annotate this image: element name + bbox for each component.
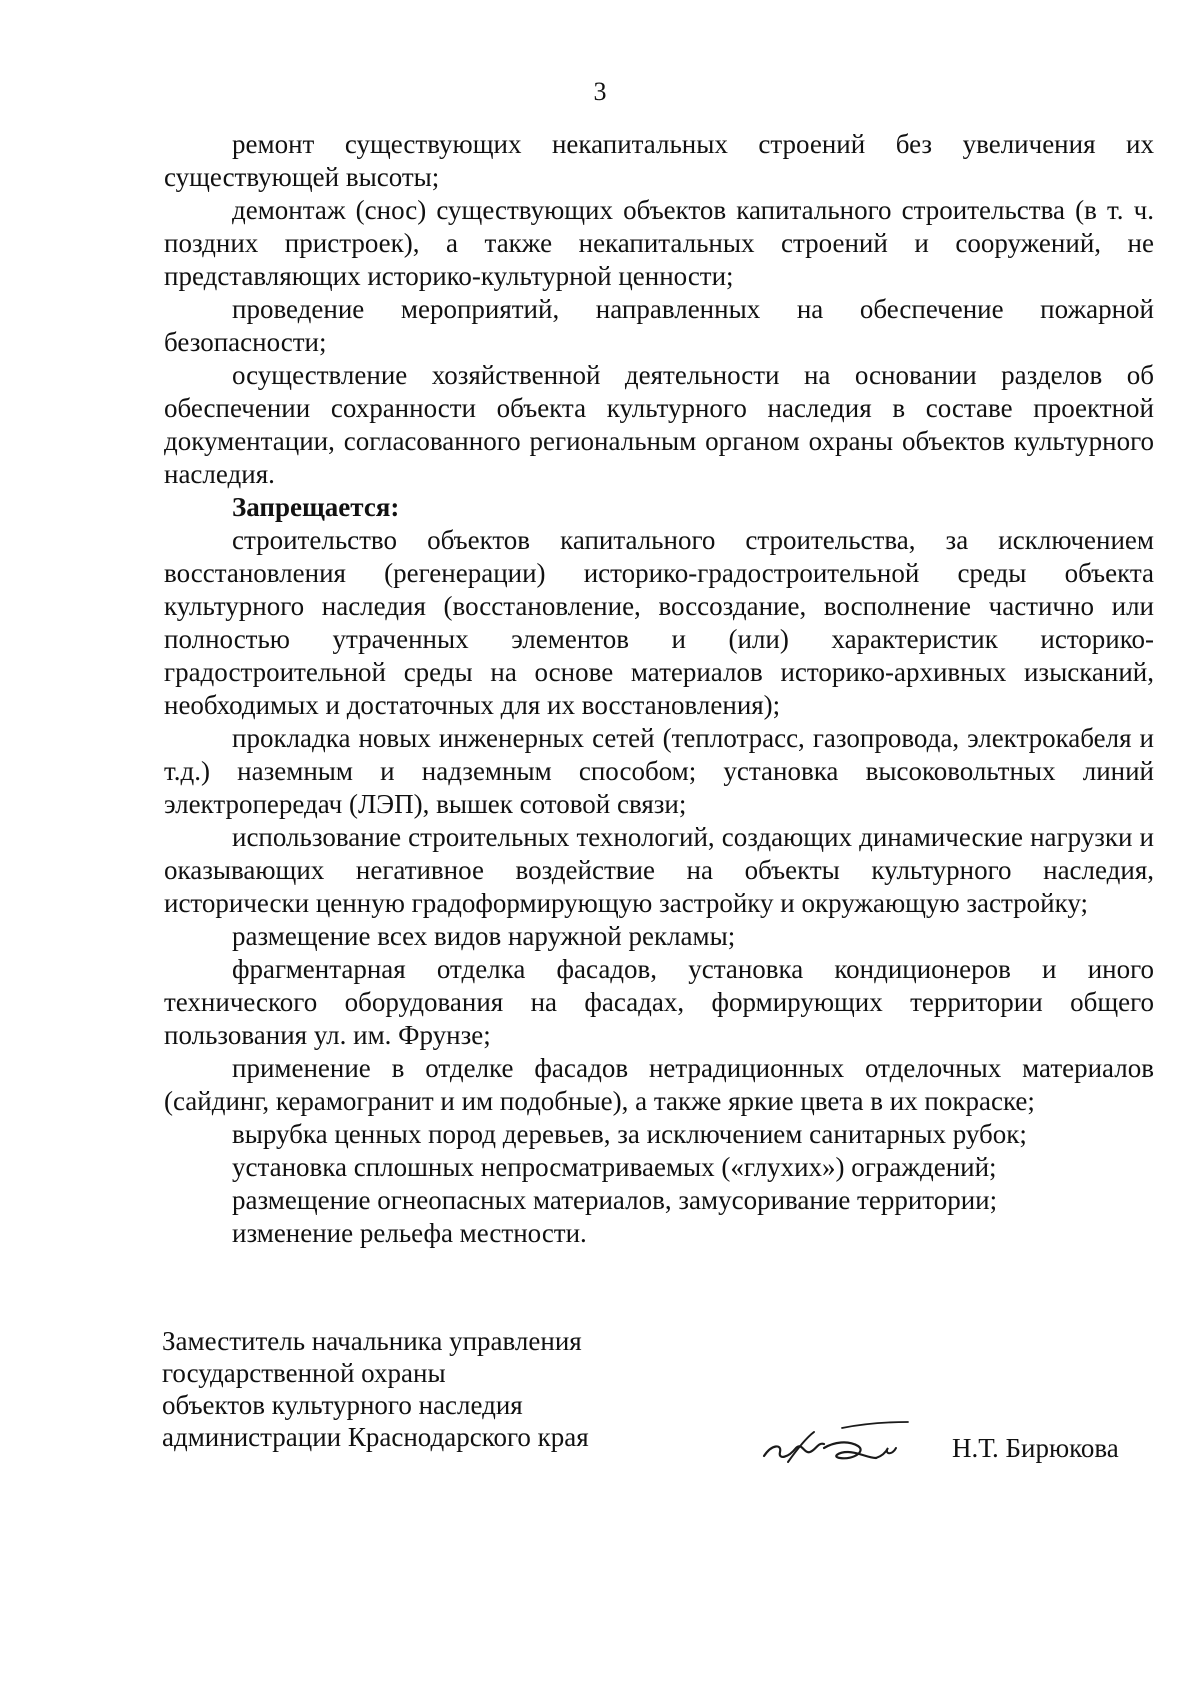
prohibited-item: вырубка ценных пород деревьев, за исключением санитарных рубок; bbox=[232, 1119, 1027, 1149]
prohibited-item: размещение огнеопасных материалов, замусоривание территории; bbox=[232, 1185, 998, 1215]
permitted-item: демонтаж (снос) существующих объектов капитального строительства (в т. ч. поздних пристроек), а также некапитальных строений и сооружений, не представляющих историко-культурной ценности; bbox=[164, 195, 1154, 291]
prohibited-item: прокладка новых инженерных сетей (теплотрасс, газопровода, электрокабеля и т.д.) наземным и надземным способом; установка высоковольтных линий электропередач (ЛЭП), вышек сотовой связи; bbox=[164, 723, 1154, 819]
prohibited-heading: Запрещается: bbox=[232, 492, 400, 522]
prohibited-item: применение в отделке фасадов нетрадиционных отделочных материалов (сайдинг, керамогранит и им подобные), а также яркие цвета в их покраске; bbox=[164, 1053, 1154, 1116]
page-number: 3 bbox=[593, 77, 607, 106]
prohibited-item: изменение рельефа местности. bbox=[232, 1218, 587, 1248]
permitted-item: проведение мероприятий, направленных на обеспечение пожарной безопасности; bbox=[164, 294, 1154, 357]
handwritten-signature bbox=[758, 1418, 918, 1473]
prohibited-item: фрагментарная отделка фасадов, установка кондиционеров и иного технического оборудования на фасадах, формирующих территории общего пользования ул. им. Фрунзе; bbox=[164, 954, 1154, 1050]
prohibited-item: размещение всех видов наружной рекламы; bbox=[232, 921, 736, 951]
signatory-position-line: объектов культурного наследия bbox=[162, 1390, 523, 1420]
prohibited-item: строительство объектов капитального строительства, за исключением восстановления (регенерации) историко-градостроительной среды объекта культурного наследия (восстановление, воссоздание, восполнение частично или полностью утраченных элементов и (или) характеристик историко-градостроительной среды на основе материалов историко-архивных изысканий, необходимых и достаточных для их восстановления); bbox=[164, 525, 1154, 720]
signatory-position bbox=[162, 1325, 589, 1453]
permitted-item: ремонт существующих некапитальных строений без увеличения их существующей высоты; bbox=[164, 129, 1154, 192]
prohibited-item: использование строительных технологий, создающих динамические нагрузки и оказывающих негативное воздействие на объекты культурного наследия, исторически ценную градоформирующую застройку и окружающую застройку; bbox=[164, 822, 1154, 918]
signatory-position-line: администрации Краснодарского края bbox=[162, 1422, 589, 1452]
signatory-position-line: Заместитель начальника управления bbox=[162, 1326, 582, 1356]
document-body bbox=[164, 128, 1154, 1250]
signatory-position-line: государственной охраны bbox=[162, 1358, 446, 1388]
permitted-item: осуществление хозяйственной деятельности на основании разделов об обеспечении сохранности объекта культурного наследия в составе проектной документации, согласованного региональным органом охраны объектов культурного наследия. bbox=[164, 360, 1154, 489]
prohibited-item: установка сплошных непросматриваемых («глухих») ограждений; bbox=[232, 1152, 997, 1182]
signatory-name: Н.Т. Бирюкова bbox=[952, 1433, 1119, 1463]
